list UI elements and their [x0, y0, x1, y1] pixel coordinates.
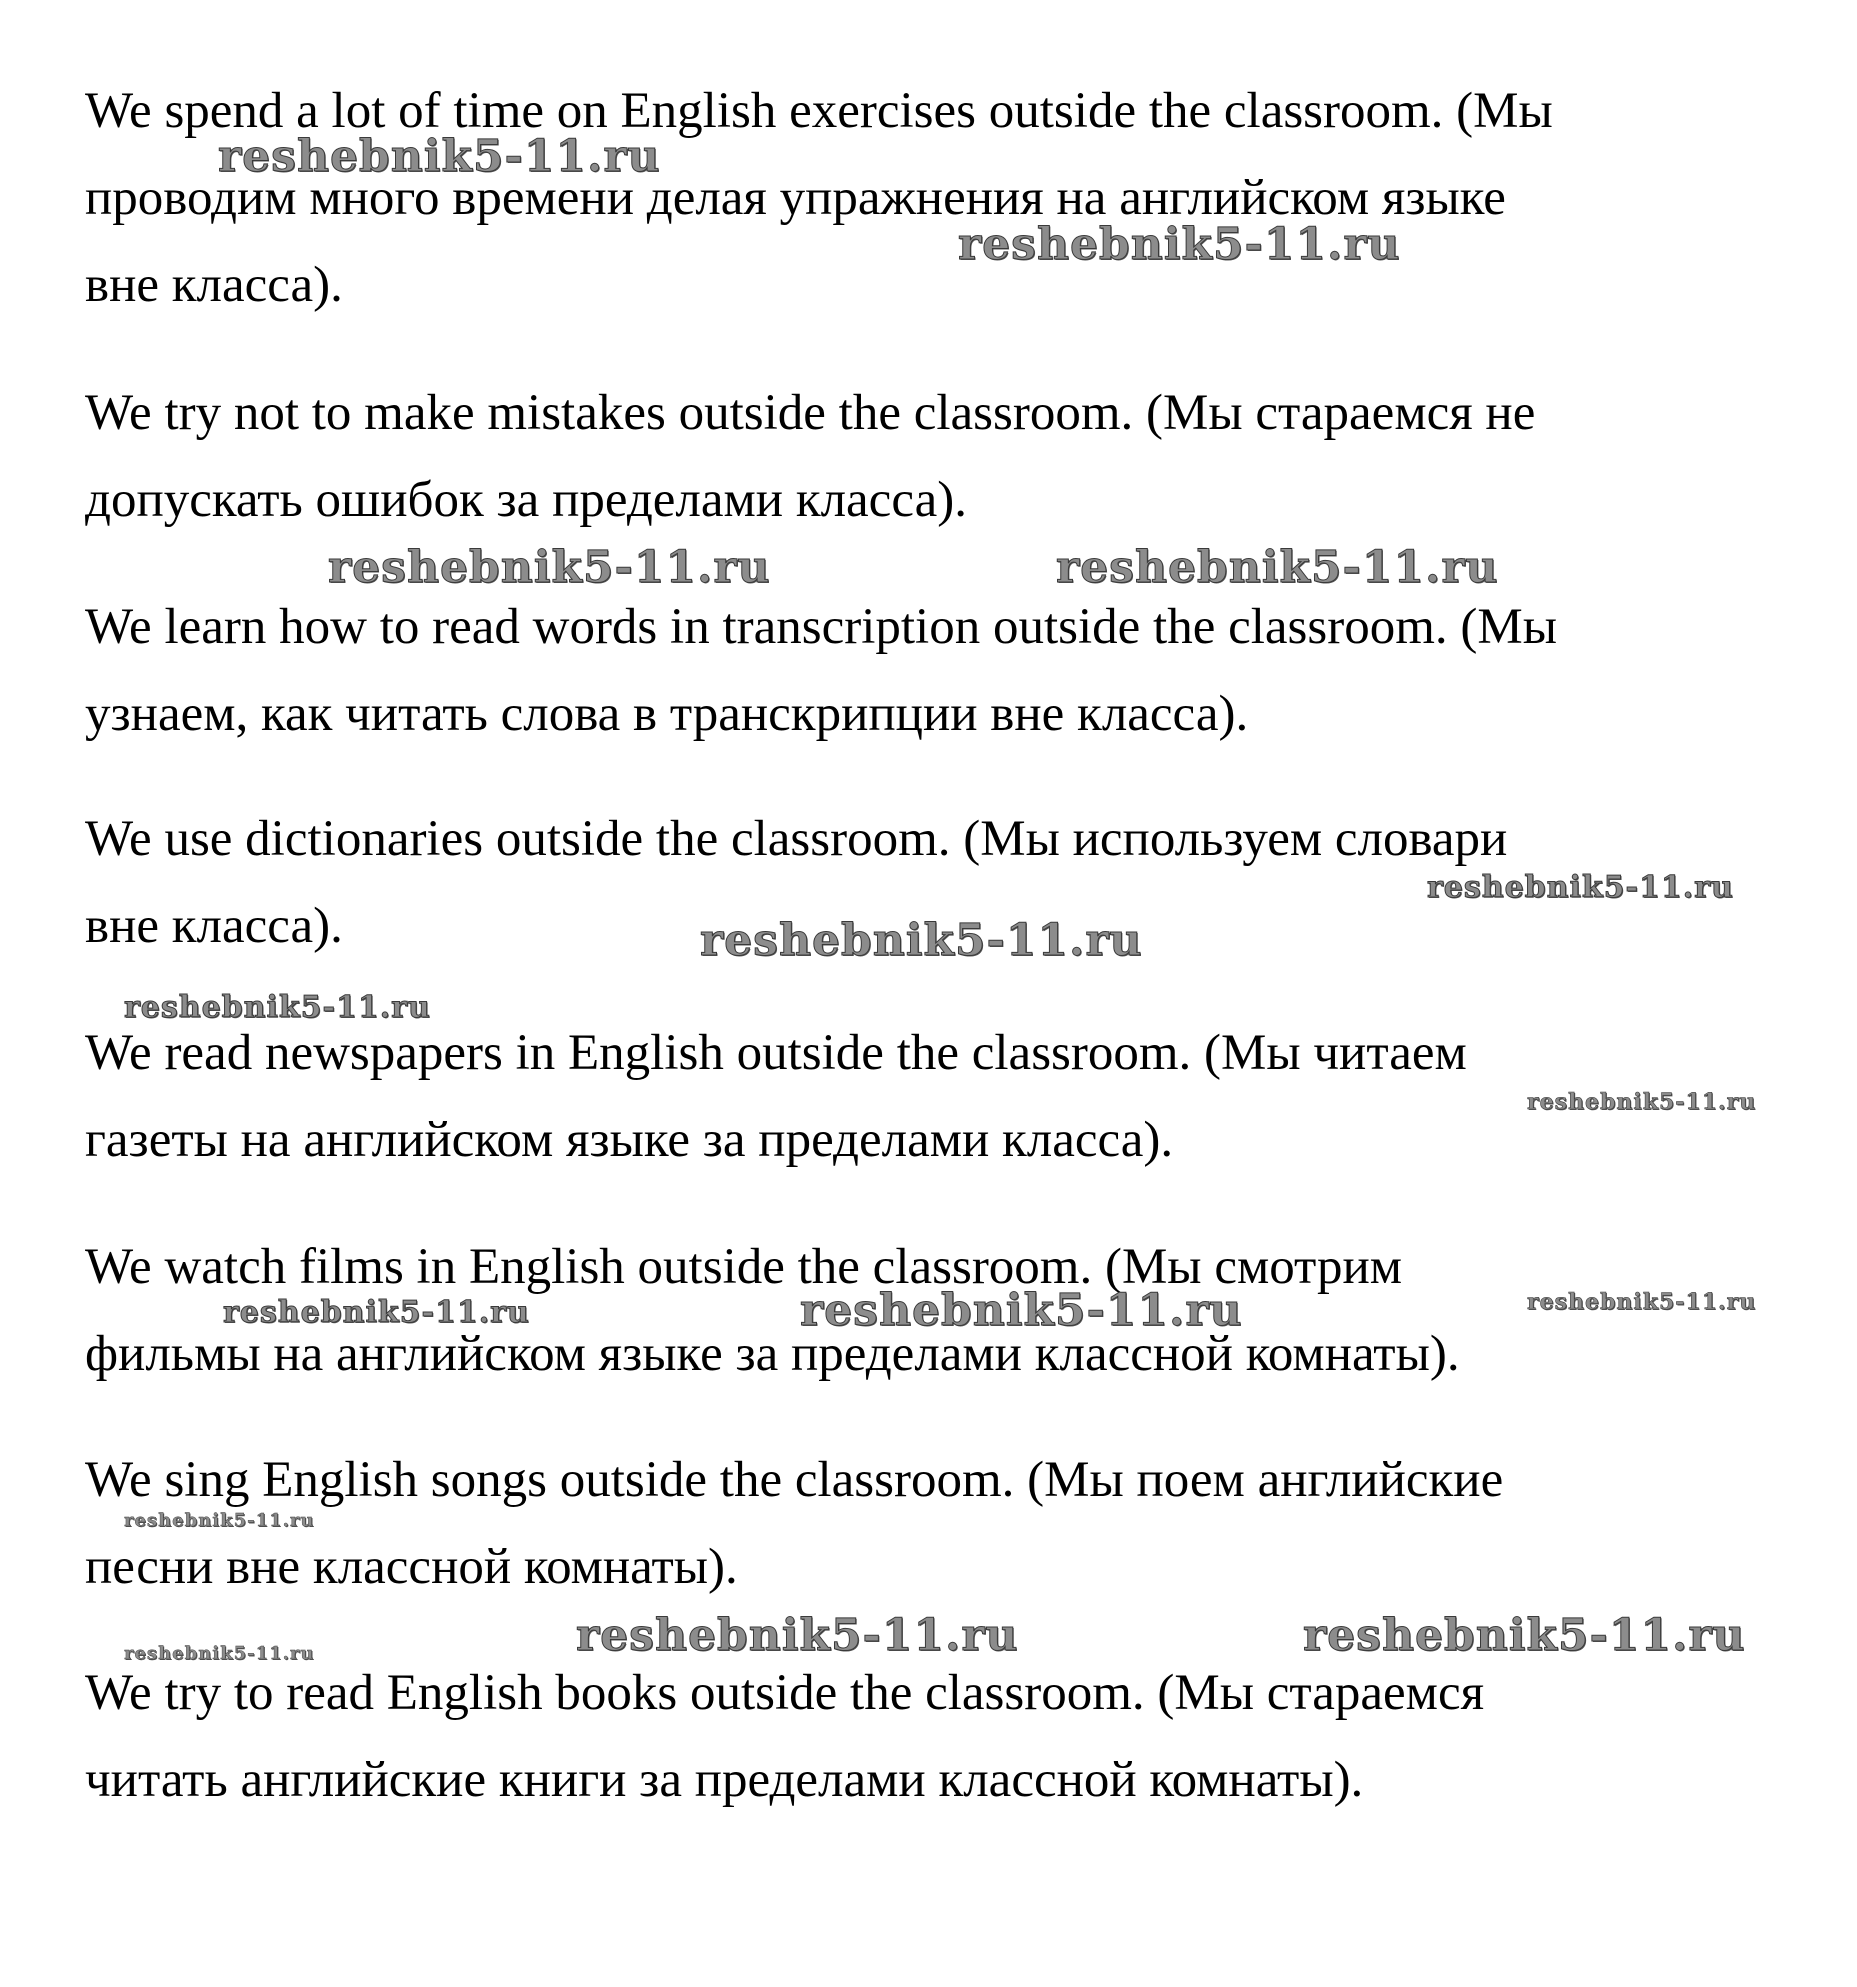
paragraph-line: We learn how to read words in transcription outside the classroom. (Мы [85, 599, 1557, 655]
paragraph-line: узнаем, как читать слова в транскрипции вне класса). [85, 686, 1249, 742]
paragraph-3 [85, 584, 1557, 758]
watermark: reshebnik5-11.ru [800, 1285, 1243, 1336]
watermark: reshebnik5-11.ru [1527, 1289, 1757, 1315]
watermark: reshebnik5-11.ru [1056, 542, 1499, 593]
paragraph-line: We use dictionaries outside the classroom. (Мы используем словари [85, 811, 1508, 867]
watermark: reshebnik5-11.ru [700, 915, 1143, 966]
watermark: reshebnik5-11.ru [124, 1643, 315, 1664]
watermark: reshebnik5-11.ru [1527, 1089, 1757, 1115]
paragraph-line: песни вне классной комнаты). [85, 1539, 738, 1595]
watermark: reshebnik5-11.ru [576, 1610, 1019, 1661]
paragraph-line: We try to read English books outside the classroom. (Мы стараемся [85, 1665, 1485, 1721]
watermark: reshebnik5-11.ru [124, 1510, 315, 1531]
paragraph-line: допускать ошибок за пределами класса). [85, 472, 967, 528]
paragraph-line: проводим много времени делая упражнения на английском языке [85, 170, 1506, 226]
paragraph-4 [85, 796, 1507, 970]
paragraph-7 [85, 1437, 1503, 1611]
paragraph-6 [85, 1224, 1460, 1398]
watermark: reshebnik5-11.ru [1303, 1610, 1746, 1661]
watermark: reshebnik5-11.ru [124, 990, 431, 1025]
watermark: reshebnik5-11.ru [958, 219, 1401, 270]
paragraph-line: фильмы на английском языке за пределами классной комнаты). [85, 1326, 1460, 1382]
paragraph-8 [85, 1650, 1484, 1824]
paragraph-2 [85, 370, 1535, 544]
paragraph-line: вне класса). [85, 257, 343, 313]
paragraph-line: читать английские книги за пределами классной комнаты). [85, 1752, 1364, 1808]
watermark: reshebnik5-11.ru [218, 131, 661, 182]
paragraph-5 [85, 1010, 1467, 1184]
paragraph-line: We sing English songs outside the classroom. (Мы поем английские [85, 1452, 1504, 1508]
paragraph-1 [85, 68, 1553, 329]
paragraph-line: We try not to make mistakes outside the classroom. (Мы стараемся не [85, 385, 1536, 441]
paragraph-line: We spend a lot of time on English exercises outside the classroom. (Мы [85, 83, 1553, 139]
watermark: reshebnik5-11.ru [1427, 870, 1734, 905]
paragraph-line: We watch films in English outside the classroom. (Мы смотрим [85, 1239, 1403, 1295]
watermark: reshebnik5-11.ru [328, 542, 771, 593]
watermark: reshebnik5-11.ru [223, 1295, 530, 1330]
paragraph-line: вне класса). [85, 898, 343, 954]
paragraph-line: газеты на английском языке за пределами класса). [85, 1112, 1174, 1168]
paragraph-line: We read newspapers in English outside the classroom. (Мы читаем [85, 1025, 1467, 1081]
